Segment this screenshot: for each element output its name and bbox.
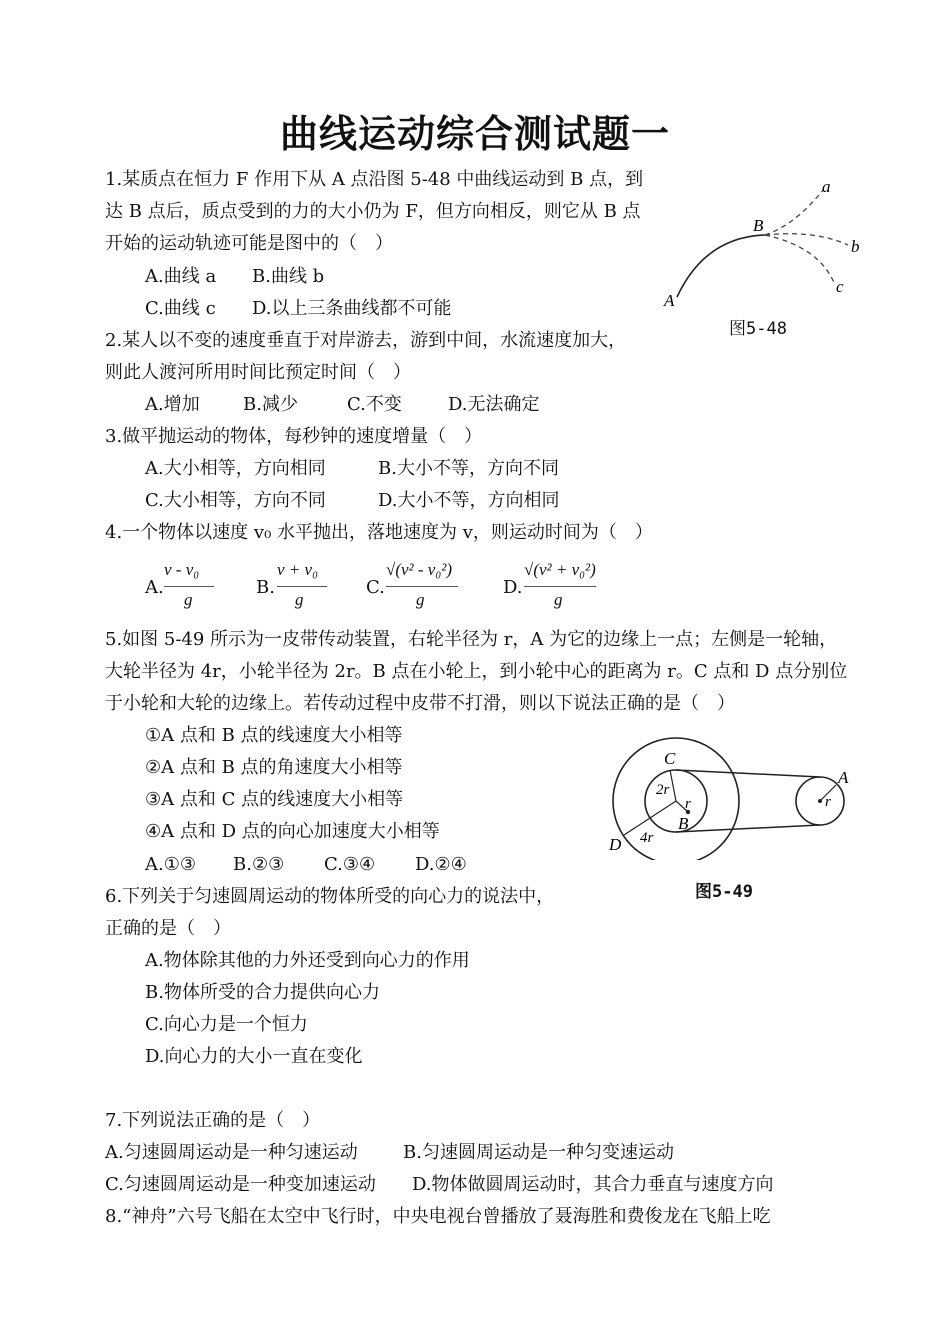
q4-option-b-denominator: g: [295, 590, 304, 609]
q2-line-2: 则此人渡河所用时间比预定时间（ ）: [105, 362, 411, 383]
figure-5-48-caption: 图5-48: [729, 319, 787, 339]
q1-option-a: A.曲线 a: [145, 266, 217, 287]
q1-option-b: B.曲线 b: [252, 266, 325, 287]
q4-option-b-label: B.: [256, 577, 275, 598]
q5-statement-3: ③A 点和 C 点的线速度大小相等: [145, 789, 404, 810]
q1-option-c: C.曲线 c: [145, 298, 216, 319]
q7-option-d: D.物体做圆周运动时，其合力垂直与速度方向: [412, 1174, 774, 1195]
q4-option-a-numerator: v - v₀: [164, 560, 200, 579]
label-b: b: [851, 237, 860, 256]
fraction-bar: [164, 586, 214, 587]
label-point-b: B: [753, 216, 764, 235]
q2-option-a: A.增加: [145, 394, 200, 415]
fraction-bar: [524, 586, 596, 587]
q5-line-1: 5.如图 5-49 所示为一皮带传动装置，右轮半径为 r，A 为它的边缘上一点；左侧是一轮轴，: [105, 629, 838, 650]
q6-line-1: 6.下列关于匀速圆周运动的物体所受的向心力的说法中，: [105, 886, 555, 907]
label-r-small: r: [685, 796, 691, 812]
label-c: C: [664, 749, 676, 768]
q4-option-c-denominator: g: [416, 590, 425, 609]
q4-option-b-numerator: v + v₀: [277, 560, 318, 579]
fraction-bar: [386, 586, 458, 587]
q4-line-1: 4.一个物体以速度 v₀ 水平抛出，落地速度为 v，则运动时间为（ ）: [105, 522, 653, 543]
figure-5-49: [600, 730, 870, 860]
q5-option-d: D.②④: [415, 854, 467, 875]
q7-option-b: B.匀速圆周运动是一种匀变速运动: [403, 1142, 674, 1163]
q4-option-d-label: D.: [503, 577, 523, 598]
q5-line-3: 于小轮和大轮的边缘上。若传动过程中皮带不打滑，则以下说法正确的是（ ）: [105, 693, 735, 714]
q3-option-d: D.大小不等，方向相同: [378, 490, 560, 511]
label-d: D: [609, 835, 622, 854]
q2-option-d: D.无法确定: [448, 394, 540, 415]
q4-option-a-denominator: g: [184, 590, 193, 609]
figure-5-48: [655, 175, 875, 335]
label-r-right: r: [825, 794, 831, 810]
q4-option-d-numerator: √(v² + v₀²): [524, 560, 596, 579]
q1-option-d: D.以上三条曲线都不可能: [252, 298, 452, 319]
q8-line-1: 8.“神舟”六号飞船在太空中飞行时，中央电视台曾播放了聂海胜和费俊龙在飞船上吃: [105, 1206, 771, 1227]
label-2r: 2r: [656, 782, 670, 798]
q2-option-b: B.减少: [243, 394, 298, 415]
q4-option-d-denominator: g: [554, 590, 563, 609]
q3-option-a: A.大小相等，方向相同: [145, 458, 326, 479]
q3-option-c: C.大小相等，方向不同: [145, 490, 326, 511]
q5-statement-1: ①A 点和 B 点的线速度大小相等: [145, 725, 403, 746]
q7-line-1: 7.下列说法正确的是（ ）: [105, 1110, 321, 1131]
q2-line-1: 2.某人以不变的速度垂直于对岸游去，游到中间，水流速度加大，: [105, 330, 627, 351]
q6-line-2: 正确的是（ ）: [105, 918, 231, 939]
q5-option-b: B.②③: [233, 854, 285, 875]
q1-line-2: 达 B 点后，质点受到的力的大小仍为 F，但方向相反，则它从 B 点: [105, 201, 641, 222]
label-b: B: [678, 814, 689, 833]
q1-line-3: 开始的运动轨迹可能是图中的（ ）: [105, 233, 393, 254]
label-4r: 4r: [640, 830, 654, 846]
q1-line-1: 1.某质点在恒力 F 作用下从 A 点沿图 5-48 中曲线运动到 B 点，到: [105, 169, 644, 190]
label-point-a: A: [664, 291, 675, 310]
label-a: A: [838, 768, 849, 787]
fraction-bar: [277, 586, 327, 587]
q3-option-b: B.大小不等，方向不同: [378, 458, 559, 479]
q4-option-a-label: A.: [145, 577, 164, 598]
label-c: c: [836, 277, 844, 296]
q5-statement-4: ④A 点和 D 点的向心加速度大小相等: [145, 821, 440, 842]
label-a: a: [822, 177, 831, 196]
q4-option-c-numerator: √(v² - v₀²): [386, 560, 453, 579]
q7-option-c: C.匀速圆周运动是一种变加速运动: [105, 1174, 376, 1195]
q2-option-c: C.不变: [347, 394, 402, 415]
figure-5-49-caption: 图5-49: [695, 882, 753, 902]
q6-option-a: A.物体除其他的力外还受到向心力的作用: [145, 950, 470, 971]
q6-option-c: C.向心力是一个恒力: [145, 1014, 308, 1035]
q5-option-c: C.③④: [324, 854, 376, 875]
q5-line-2: 大轮半径为 4r，小轮半径为 2r。B 点在小轮上，到小轮中心的距离为 r。C 点和 D 点分别位: [105, 661, 848, 682]
q6-option-d: D.向心力的大小一直在变化: [145, 1046, 363, 1067]
q5-statement-2: ②A 点和 B 点的角速度大小相等: [145, 757, 403, 778]
q3-line-1: 3.做平抛运动的物体，每秒钟的速度增量（ ）: [105, 426, 483, 447]
page-title: 曲线运动综合测试题一: [279, 112, 670, 156]
q6-option-b: B.物体所受的合力提供向心力: [145, 982, 380, 1003]
q7-option-a: A.匀速圆周运动是一种匀速运动: [105, 1142, 358, 1163]
q4-option-c-label: C.: [366, 577, 385, 598]
q5-option-a: A.①③: [145, 854, 196, 875]
